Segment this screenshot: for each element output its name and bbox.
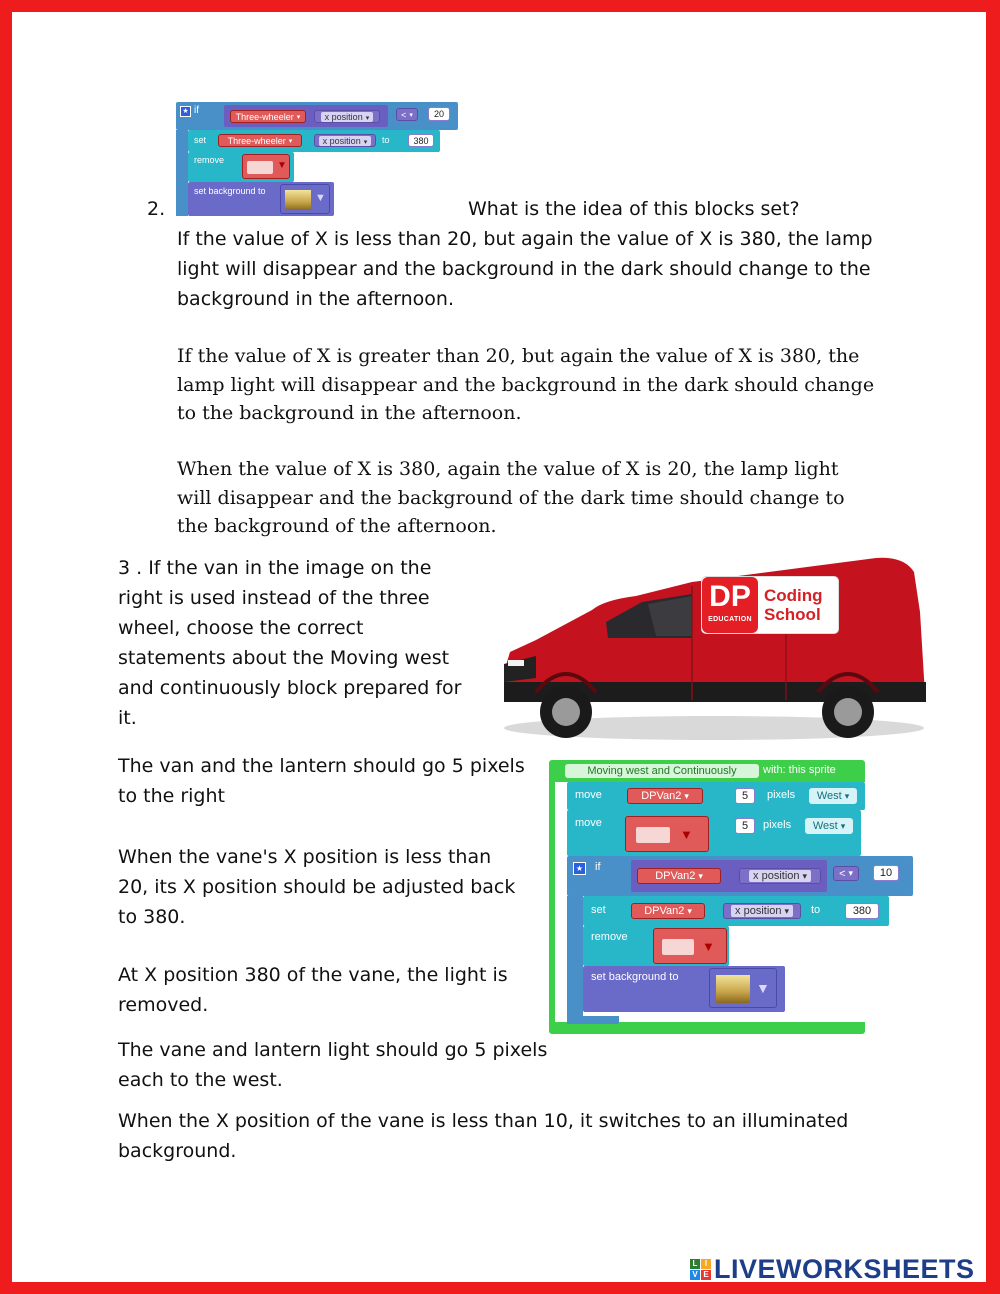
dp-badge: DP EDUCATION	[702, 577, 758, 633]
move-value-field[interactable]: 5	[735, 818, 755, 834]
set-value-field[interactable]: 380	[845, 903, 879, 919]
move-sprite-dropdown[interactable]: DPVan2 ▾	[627, 788, 703, 804]
answer-option-3[interactable]: When the value of X is 380, again the value of X is 20, the lamp light will disappear and the background of the dark time should change to the background of the afternoon.	[177, 458, 845, 537]
brand-cubes-icon: L I V E	[690, 1259, 711, 1280]
set-background-label: set background to	[591, 971, 679, 983]
direction-dropdown[interactable]: West ▾	[809, 788, 857, 804]
move-block-lamp	[567, 810, 861, 856]
sprite-dropdown[interactable]: Three-wheeler ▾	[230, 110, 306, 123]
remove-keyword: remove	[591, 931, 628, 943]
if-keyword: if	[595, 861, 601, 873]
set-property-dropdown[interactable]: x position ▾	[723, 903, 801, 919]
statement-2[interactable]: When the vane's X position is less than 20, its X position should be adjusted back to 380.	[118, 846, 516, 928]
star-icon: ★	[573, 862, 586, 875]
remove-block	[188, 152, 294, 182]
lamp-sprite-dropdown[interactable]: ▼	[242, 154, 290, 179]
lamp-sprite-dropdown[interactable]: ▼	[625, 816, 709, 852]
set-background-label: set background to	[194, 186, 266, 196]
set-property-dropdown[interactable]: x position ▾	[314, 134, 376, 147]
set-keyword: set	[591, 904, 606, 916]
event-name-field[interactable]: Moving west and Continuously	[565, 764, 759, 778]
set-block	[188, 130, 440, 152]
property-dropdown[interactable]: x position ▾	[739, 868, 821, 884]
liveworksheets-logo	[690, 1254, 975, 1284]
remove-block	[583, 926, 729, 966]
set-keyword: set	[194, 135, 207, 145]
operator-dropdown[interactable]: < ▾	[833, 866, 859, 881]
pixels-label: pixels	[763, 819, 792, 831]
set-value-field[interactable]: 380	[408, 134, 434, 147]
statement-5[interactable]: When the X position of the vane is less than 10, it switches to an illuminated background.	[118, 1110, 849, 1162]
dp-coding-school-logo	[702, 577, 838, 633]
set-background-block	[188, 182, 334, 216]
if-block	[176, 102, 458, 130]
background-dropdown[interactable]: ▼	[280, 184, 330, 214]
compare-value-field[interactable]: 10	[873, 865, 899, 881]
logo-name: Coding School	[764, 586, 823, 624]
to-keyword: to	[382, 135, 390, 145]
operator-dropdown[interactable]: < ▾	[396, 108, 418, 121]
background-dropdown[interactable]: ▼	[709, 968, 777, 1008]
question-number: 2.	[147, 198, 166, 220]
to-keyword: to	[811, 904, 821, 916]
answer-option-1[interactable]: If the value of X is less than 20, but again the value of X is 380, the lamp light will disappear and the background in the dark should change to the background in the afternoon.	[177, 228, 873, 310]
condition-expression	[224, 105, 388, 127]
statement-4[interactable]: The vane and lantern light should go 5 pixels each to the west.	[118, 1039, 548, 1091]
remove-keyword: remove	[194, 155, 225, 165]
q2-blocks-image	[176, 102, 458, 216]
if-sprite-dropdown[interactable]: DPVan2 ▾	[637, 868, 721, 884]
move-value-field[interactable]: 5	[735, 788, 755, 804]
statement-1[interactable]: The van and the lantern should go 5 pixels to the right	[118, 755, 525, 807]
move-keyword: move	[575, 789, 602, 801]
question-text: What is the idea of this blocks set?	[468, 198, 800, 220]
with-label: with: this sprite	[763, 764, 836, 776]
set-sprite-dropdown[interactable]: Three-wheeler ▾	[218, 134, 302, 147]
brand-name: LIVEWORKSHEETS	[714, 1253, 975, 1284]
if-keyword: if	[194, 105, 199, 116]
q3-prompt: 3 . If the van in the image on the right is used instead of the three wheel, choose the correct statements about the Moving west and continuously block prepared for it.	[118, 557, 462, 729]
pixels-label: pixels	[767, 789, 796, 801]
set-block	[583, 896, 889, 926]
if-block-spine	[567, 896, 583, 1024]
direction-dropdown[interactable]: West ▾	[805, 818, 853, 834]
set-background-block	[583, 966, 785, 1012]
q3-blocks-image	[549, 760, 915, 1034]
move-keyword: move	[575, 817, 602, 829]
star-icon: ★	[180, 106, 191, 117]
set-sprite-dropdown[interactable]: DPVan2 ▾	[631, 903, 705, 919]
move-block-van	[567, 782, 865, 810]
statement-3[interactable]: At X position 380 of the vane, the light is removed.	[118, 964, 508, 1016]
lamp-sprite-dropdown[interactable]: ▼	[653, 928, 727, 964]
if-block-foot	[567, 1016, 619, 1024]
condition-expression	[631, 860, 827, 892]
if-block-spine	[176, 130, 188, 216]
if-block	[567, 856, 913, 896]
compare-value-field[interactable]: 20	[428, 107, 450, 121]
property-dropdown[interactable]: x position ▾	[314, 110, 380, 123]
answer-option-2[interactable]: If the value of X is greater than 20, but again the value of X is 380, the lamp light will disappear and the background in the dark should change to the background in the afternoon.	[177, 345, 875, 424]
